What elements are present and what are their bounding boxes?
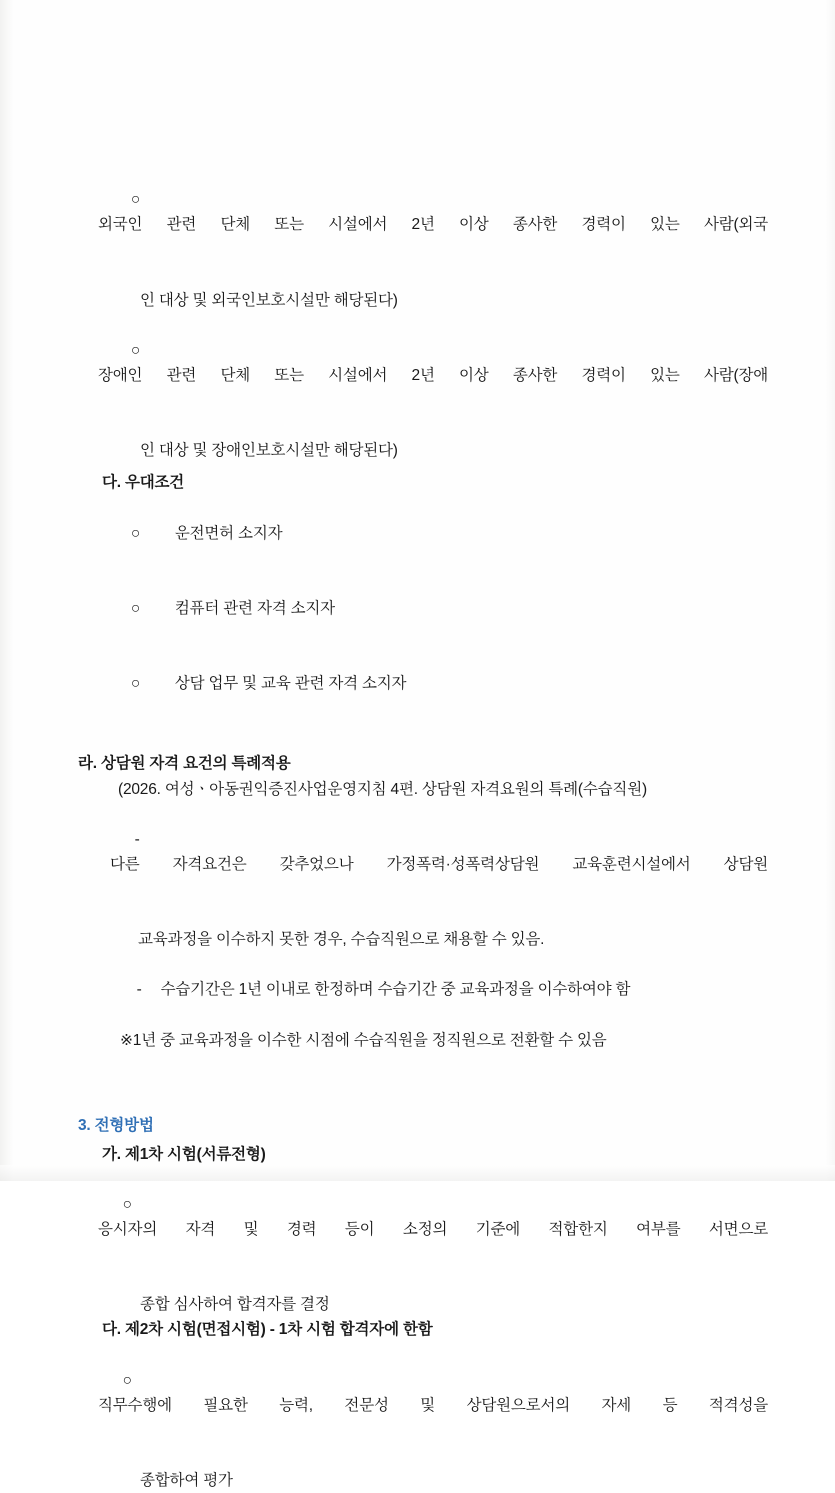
spacer [78,463,768,470]
section-title: 전형방법 [94,1116,154,1134]
dash-item-continuation: 교육과정을 이수하지 못한 경우, 수습직원으로 채용할 수 있음. [138,931,545,949]
heading-ra-special-case: 라. 상담원 자격 요건의 특례적용 [78,755,291,773]
heading-da-second-exam: 다. 제2차 시험(면접시험) - 1차 시험 합격자에 한함 [102,1321,433,1339]
list-item [78,162,768,288]
list-item-text: 상담 업무 및 교육 관련 자격 소지자 [174,675,407,693]
list-item [78,571,768,646]
list-item [78,313,768,439]
dash-item [78,952,768,1027]
section-number: 3. [78,1116,91,1134]
list-item-continuation: 종합하여 평가 [140,1472,233,1490]
list-item-text: 컴퓨터 관련 자격 소지자 [174,599,335,617]
list-item-text: 장애인 관련 단체 또는 시설에서 2년 이상 종사한 경력이 있는 사람(장애 [98,366,768,384]
list-item-text: 외국인 관련 단체 또는 시설에서 2년 이상 종사한 경력이 있는 사람(외국 [98,216,768,234]
circle-bullet-icon: ○ [130,191,141,209]
list-item [78,1343,768,1469]
circle-bullet-icon: ○ [130,524,141,542]
heading-ga-first-exam: 가. 제1차 시험(서류전형) [102,1145,266,1163]
dash-bullet-icon: - [136,981,142,999]
reference-note: ※1년 중 교육과정을 이수한 시점에 수습직원을 정직원으로 전환할 수 있음 [120,1031,607,1049]
document-body [78,162,768,1493]
list-item-continuation: 종합 심사하여 합격자를 결정 [140,1296,330,1314]
list-item [78,1167,768,1293]
circle-bullet-icon: ○ [130,341,141,359]
circle-bullet-icon: ○ [130,599,141,617]
list-item-text: 운전면허 소지자 [174,524,283,542]
bullet-list-top [78,162,768,463]
heading-da-preference: 다. 우대조건 [102,474,185,492]
bullet-list-preference [78,495,768,721]
scan-edge-right [825,0,835,1181]
list-item-continuation: 인 대상 및 외국인보호시설만 해당된다) [140,291,398,309]
paren-note-line: (2026. 여성ㆍ아동권익증진사업운영지침 4편. 상담원 자격요원의 특례(수습직원) [118,780,647,798]
list-item [78,646,768,721]
dash-item-text: 수습기간은 1년 이내로 한정하며 수습기간 중 교육과정을 이수하여야 함 [160,981,631,999]
section-heading-3 [78,1113,768,1135]
dash-item-text: 다른 자격요건은 갖추었으나 가정폭력·성폭력상담원 교육훈련시설에서 상담원 [110,855,768,873]
spacer [78,1135,768,1142]
dash-bullet-icon: - [134,830,140,848]
list-item-text: 직무수행에 필요한 능력, 전문성 및 상담원으로서의 자세 등 적격성을 [98,1396,768,1414]
spacer [78,1097,768,1113]
circle-bullet-icon: ○ [130,675,141,693]
circle-bullet-icon: ○ [122,1195,132,1213]
circle-bullet-icon: ○ [122,1371,132,1389]
list-item [78,495,768,570]
scan-edge-left [0,0,14,1181]
list-item-text: 응시자의 자격 및 경력 등이 소정의 기준에 적합한지 여부를 서면으로 [98,1221,768,1239]
spacer [78,721,768,751]
spacer [78,1053,768,1097]
dash-item [78,802,768,928]
list-item-continuation: 인 대상 및 장애인보호시설만 해당된다) [140,442,398,460]
